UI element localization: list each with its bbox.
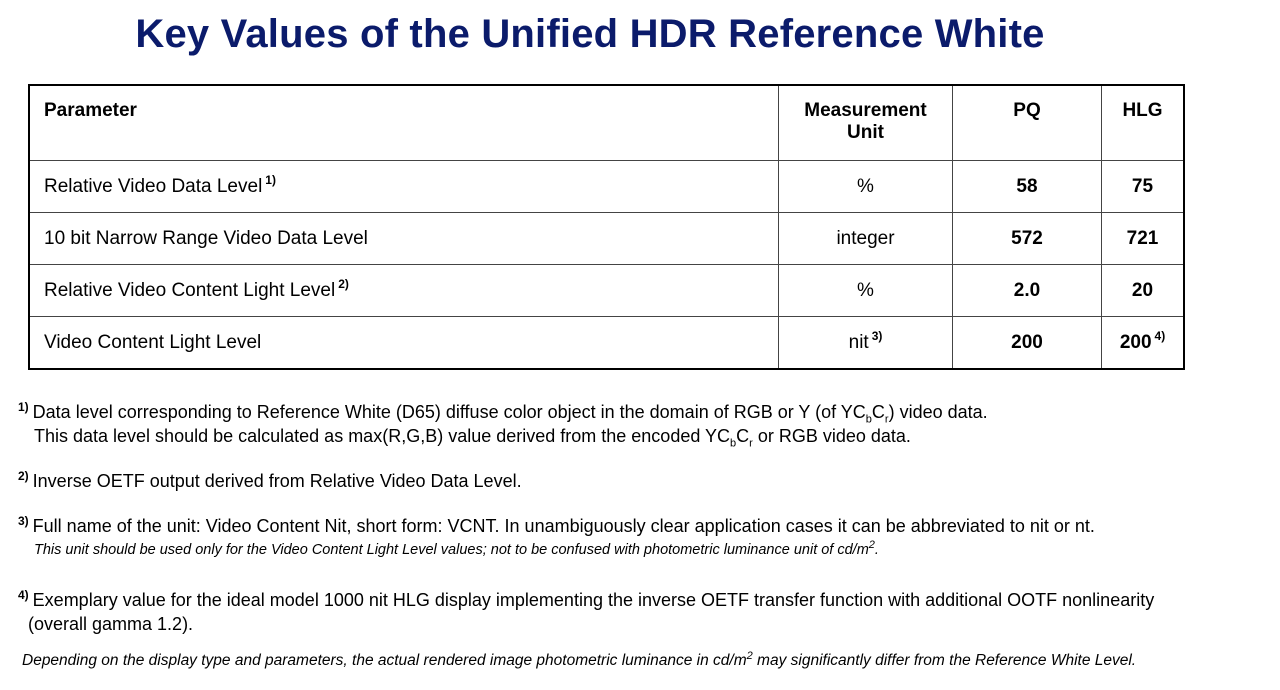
cell-hlg <box>1102 317 1185 370</box>
footnote-1 <box>18 400 988 448</box>
cell-unit: % <box>779 265 953 317</box>
subscript-r: r <box>884 413 889 426</box>
footnote-ref: 3) <box>871 329 883 344</box>
cell-param: 10 bit Narrow Range Video Data Level <box>29 213 779 265</box>
footnote-text: . <box>874 542 879 558</box>
param-text: Relative Video Content Light Level <box>44 279 336 301</box>
footnote-text: Full name of the unit: Video Content Nit, short form: VCNT. In unambiguously clear application cases it can be abbreviated to nit or nt. <box>32 516 1095 536</box>
header-parameter: Parameter <box>29 85 779 161</box>
cell-hlg: 20 <box>1102 265 1185 317</box>
header-measurement-unit <box>779 85 953 161</box>
footnote-text: C <box>736 426 750 446</box>
table-row <box>29 265 1184 317</box>
footnote-number: 3) <box>18 514 29 528</box>
footnote-1-line2 <box>18 424 988 448</box>
footnote-text: This data level should be calculated as max(R,G,B) value derived from the encoded YC <box>34 426 731 446</box>
superscript-2: 2 <box>868 539 875 552</box>
cell-unit: % <box>779 161 953 213</box>
table-header-row <box>29 85 1184 161</box>
footnote-number: 2) <box>18 469 29 483</box>
header-pq: PQ <box>953 85 1102 161</box>
footnote-number: 4) <box>18 588 29 602</box>
footnote-ref: 2) <box>338 277 349 292</box>
footnote-number: 1) <box>18 400 29 414</box>
footnote-text: Inverse OETF output derived from Relative Video Data Level. <box>32 471 522 491</box>
table-row <box>29 161 1184 213</box>
footnote-3-note <box>18 538 1095 562</box>
page-title: Key Values of the Unified HDR Reference White <box>135 12 1045 56</box>
cell-unit: integer <box>779 213 953 265</box>
closing-text: Depending on the display type and parameters, the actual rendered image photometric luminance in cd/m <box>22 652 747 669</box>
footnote-text: Exemplary value for the ideal model 1000 nit HLG display implementing the inverse OETF transfer function with additional OOTF nonlinearity <box>32 590 1155 610</box>
table-row <box>29 213 1184 265</box>
cell-param: Video Content Light Level <box>29 317 779 370</box>
superscript-2: 2 <box>746 649 753 662</box>
cell-pq: 200 <box>953 317 1102 370</box>
footnote-ref: 1) <box>265 173 276 188</box>
footnote-text: ) video data. <box>888 402 988 422</box>
cell-hlg: 75 <box>1102 161 1185 213</box>
header-unit-line1: Measurement <box>804 100 927 121</box>
footnote-1-line1 <box>18 400 988 424</box>
footnote-4-line2: (overall gamma 1.2). <box>28 614 194 634</box>
footnote-text: Data level corresponding to Reference White (D65) diffuse color object in the domain of RGB or Y (of YC <box>32 402 866 422</box>
footnote-text: This unit should be used only for the Video Content Light Level values; not to be confused with photometric luminance unit of cd/m <box>34 542 869 558</box>
footnote-ref: 4) <box>1154 329 1166 344</box>
header-hlg: HLG <box>1102 85 1185 161</box>
table-row <box>29 317 1184 370</box>
footnote-text: C <box>871 402 885 422</box>
footnote-4-line1 <box>18 588 1154 612</box>
closing-note <box>22 649 1137 670</box>
cell-param <box>29 161 779 213</box>
footnote-3 <box>18 514 1095 562</box>
param-text: Relative Video Data Level <box>44 175 263 197</box>
footnote-3-line1 <box>18 514 1095 538</box>
footnote-2 <box>18 469 522 493</box>
key-values-table <box>28 84 1185 370</box>
footnote-text: or RGB video data. <box>752 426 911 446</box>
subscript-b: b <box>730 437 737 450</box>
cell-hlg: 721 <box>1102 213 1185 265</box>
cell-unit <box>779 317 953 370</box>
header-unit-line2: Unit <box>847 122 884 143</box>
subscript-r: r <box>749 437 753 450</box>
cell-pq: 58 <box>953 161 1102 213</box>
unit-text: nit <box>848 331 869 353</box>
hlg-text: 200 <box>1119 331 1152 353</box>
subscript-b: b <box>865 413 872 426</box>
cell-param <box>29 265 779 317</box>
closing-text: may significantly differ from the Reference White Level. <box>752 652 1137 669</box>
footnote-4 <box>18 588 1154 636</box>
cell-pq: 2.0 <box>953 265 1102 317</box>
cell-pq: 572 <box>953 213 1102 265</box>
